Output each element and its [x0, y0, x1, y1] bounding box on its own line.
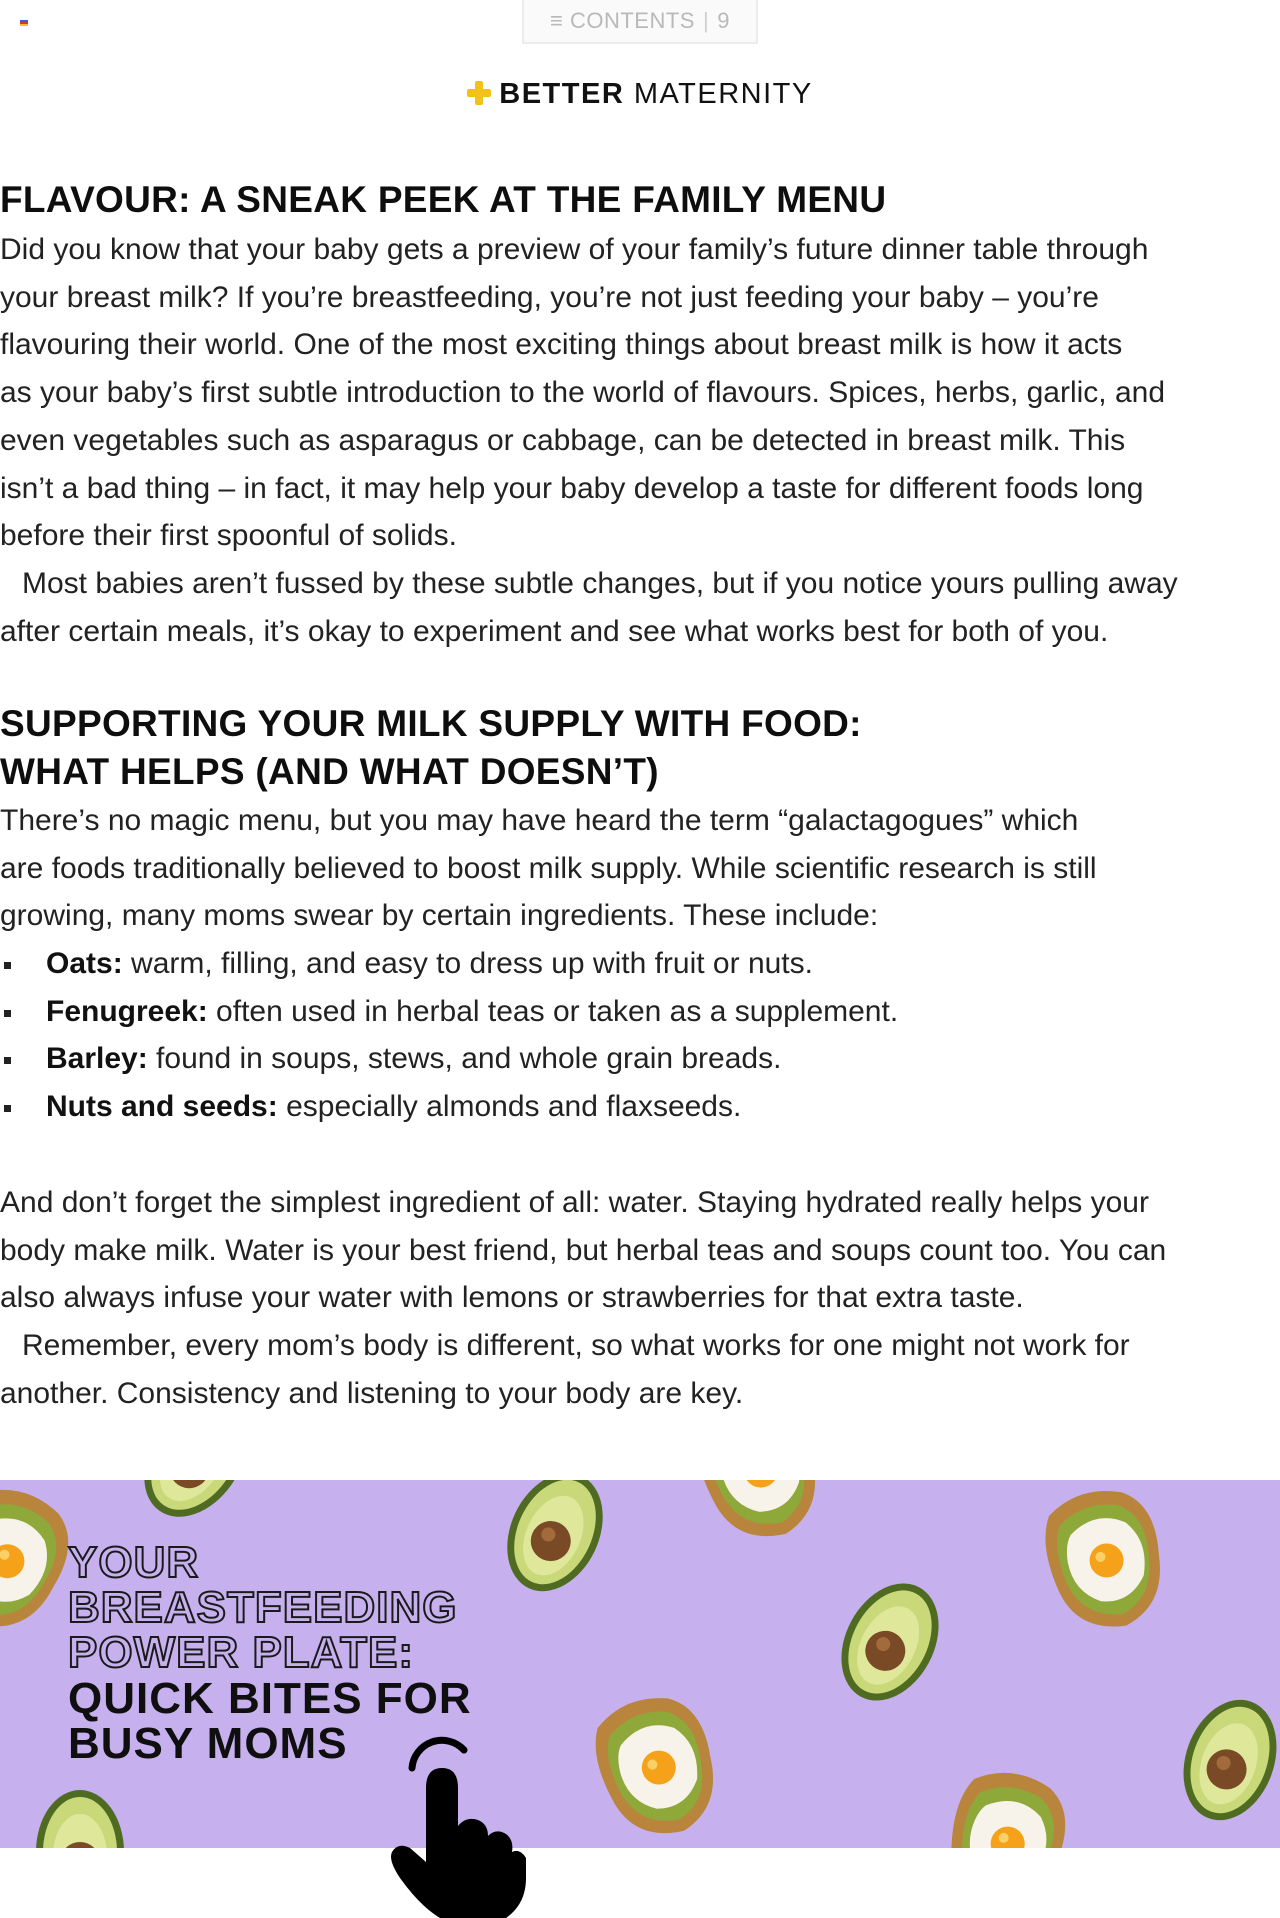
list-item: [0, 1083, 898, 1131]
banner-title-outline: [68, 1540, 457, 1675]
list-item: [0, 940, 898, 988]
paragraph-flavour-1: [0, 226, 1280, 655]
text-line: body make milk. Water is your best friend, but herbal teas and soups count too. You can: [0, 1233, 1167, 1267]
banner-title-line: BUSY MOMS: [68, 1719, 348, 1768]
text-line: There’s no magic menu, but you may have heard the term “galactagogues” which: [0, 804, 1079, 837]
foods-list: [0, 940, 898, 1131]
contents-button[interactable]: ≡ CONTENTS | 9: [522, 0, 758, 44]
list-item-term: Fenugreek:: [46, 994, 208, 1028]
list-item-text: warm, filling, and easy to dress up with fruit or nuts.: [122, 947, 813, 980]
power-plate-banner[interactable]: [0, 1480, 1280, 1848]
banner-title-line: BREASTFEEDING: [68, 1583, 458, 1632]
text-line: your breast milk? If you’re breastfeeding, you’re not just feeding your baby – you’re: [0, 280, 1099, 314]
paragraph-hydration: [0, 1179, 1280, 1418]
section-heading-milk-supply: [0, 700, 862, 796]
text-line: before their first spoonful of solids.: [0, 519, 457, 553]
list-item-term: Oats:: [46, 947, 123, 980]
text-line: as your baby’s first subtle introduction to the world of flavours. Spices, herbs, garlic, and: [0, 376, 1166, 410]
brand-logo: [0, 78, 1280, 111]
list-item-text: often used in herbal teas or taken as a supplement.: [207, 994, 899, 1028]
text-line: are foods traditionally believed to boost milk supply. While scientific research is still: [0, 851, 1097, 885]
list-item: [0, 1035, 898, 1083]
list-item-term: Nuts and seeds:: [46, 1090, 278, 1124]
text-line: also always infuse your water with lemons or strawberries for that extra taste.: [0, 1281, 1024, 1315]
text-line: Most babies aren’t fussed by these subtle changes, but if you notice yours pulling away: [22, 566, 1178, 600]
pointing-hand-icon: [380, 1728, 530, 1918]
page-number: 9: [717, 8, 730, 33]
text-line: isn’t a bad thing – in fact, it may help your baby develop a taste for different foods long: [0, 471, 1144, 505]
list-item-text: found in soups, stews, and whole grain breads.: [147, 1042, 782, 1076]
brand-light: MATERNITY: [633, 78, 813, 110]
text-line: growing, many moms swear by certain ingredients. These include:: [0, 899, 879, 933]
text-line: flavouring their world. One of the most exciting things about breast milk is how it acts: [0, 328, 1123, 362]
section-heading-flavour: FLAVOUR: A SNEAK PEEK AT THE FAMILY MENU: [0, 179, 887, 220]
contents-label: ≡ CONTENTS: [550, 8, 695, 33]
text-line: And don’t forget the simplest ingredient of all: water. Staying hydrated really helps your: [0, 1186, 1149, 1219]
list-item-text: especially almonds and flaxseeds.: [277, 1090, 742, 1124]
brand-bold: BETTER: [499, 78, 625, 110]
heading-line: WHAT HELPS (AND WHAT DOESN’T): [0, 751, 659, 792]
list-item: [0, 988, 898, 1036]
list-item-term: Barley:: [46, 1042, 148, 1076]
text-line: Did you know that your baby gets a preview of your family’s future dinner table through: [0, 233, 1149, 266]
text-line: Remember, every mom’s body is different, so what works for one might not work for: [22, 1329, 1130, 1363]
flag-icon: [20, 20, 28, 26]
paragraph-galactagogues: [0, 797, 1280, 940]
text-line: after certain meals, it’s okay to experiment and see what works best for both of you.: [0, 614, 1109, 648]
text-line: even vegetables such as asparagus or cabbage, can be detected in breast milk. This: [0, 423, 1126, 457]
heading-line: SUPPORTING YOUR MILK SUPPLY WITH FOOD:: [0, 703, 862, 744]
text-line: another. Consistency and listening to your body are key.: [0, 1376, 744, 1410]
banner-title-line: YOUR: [68, 1538, 200, 1587]
banner-title-line: POWER PLATE:: [68, 1628, 415, 1677]
plus-icon: [467, 81, 491, 105]
banner-title-line: QUICK BITES FOR: [68, 1674, 472, 1723]
